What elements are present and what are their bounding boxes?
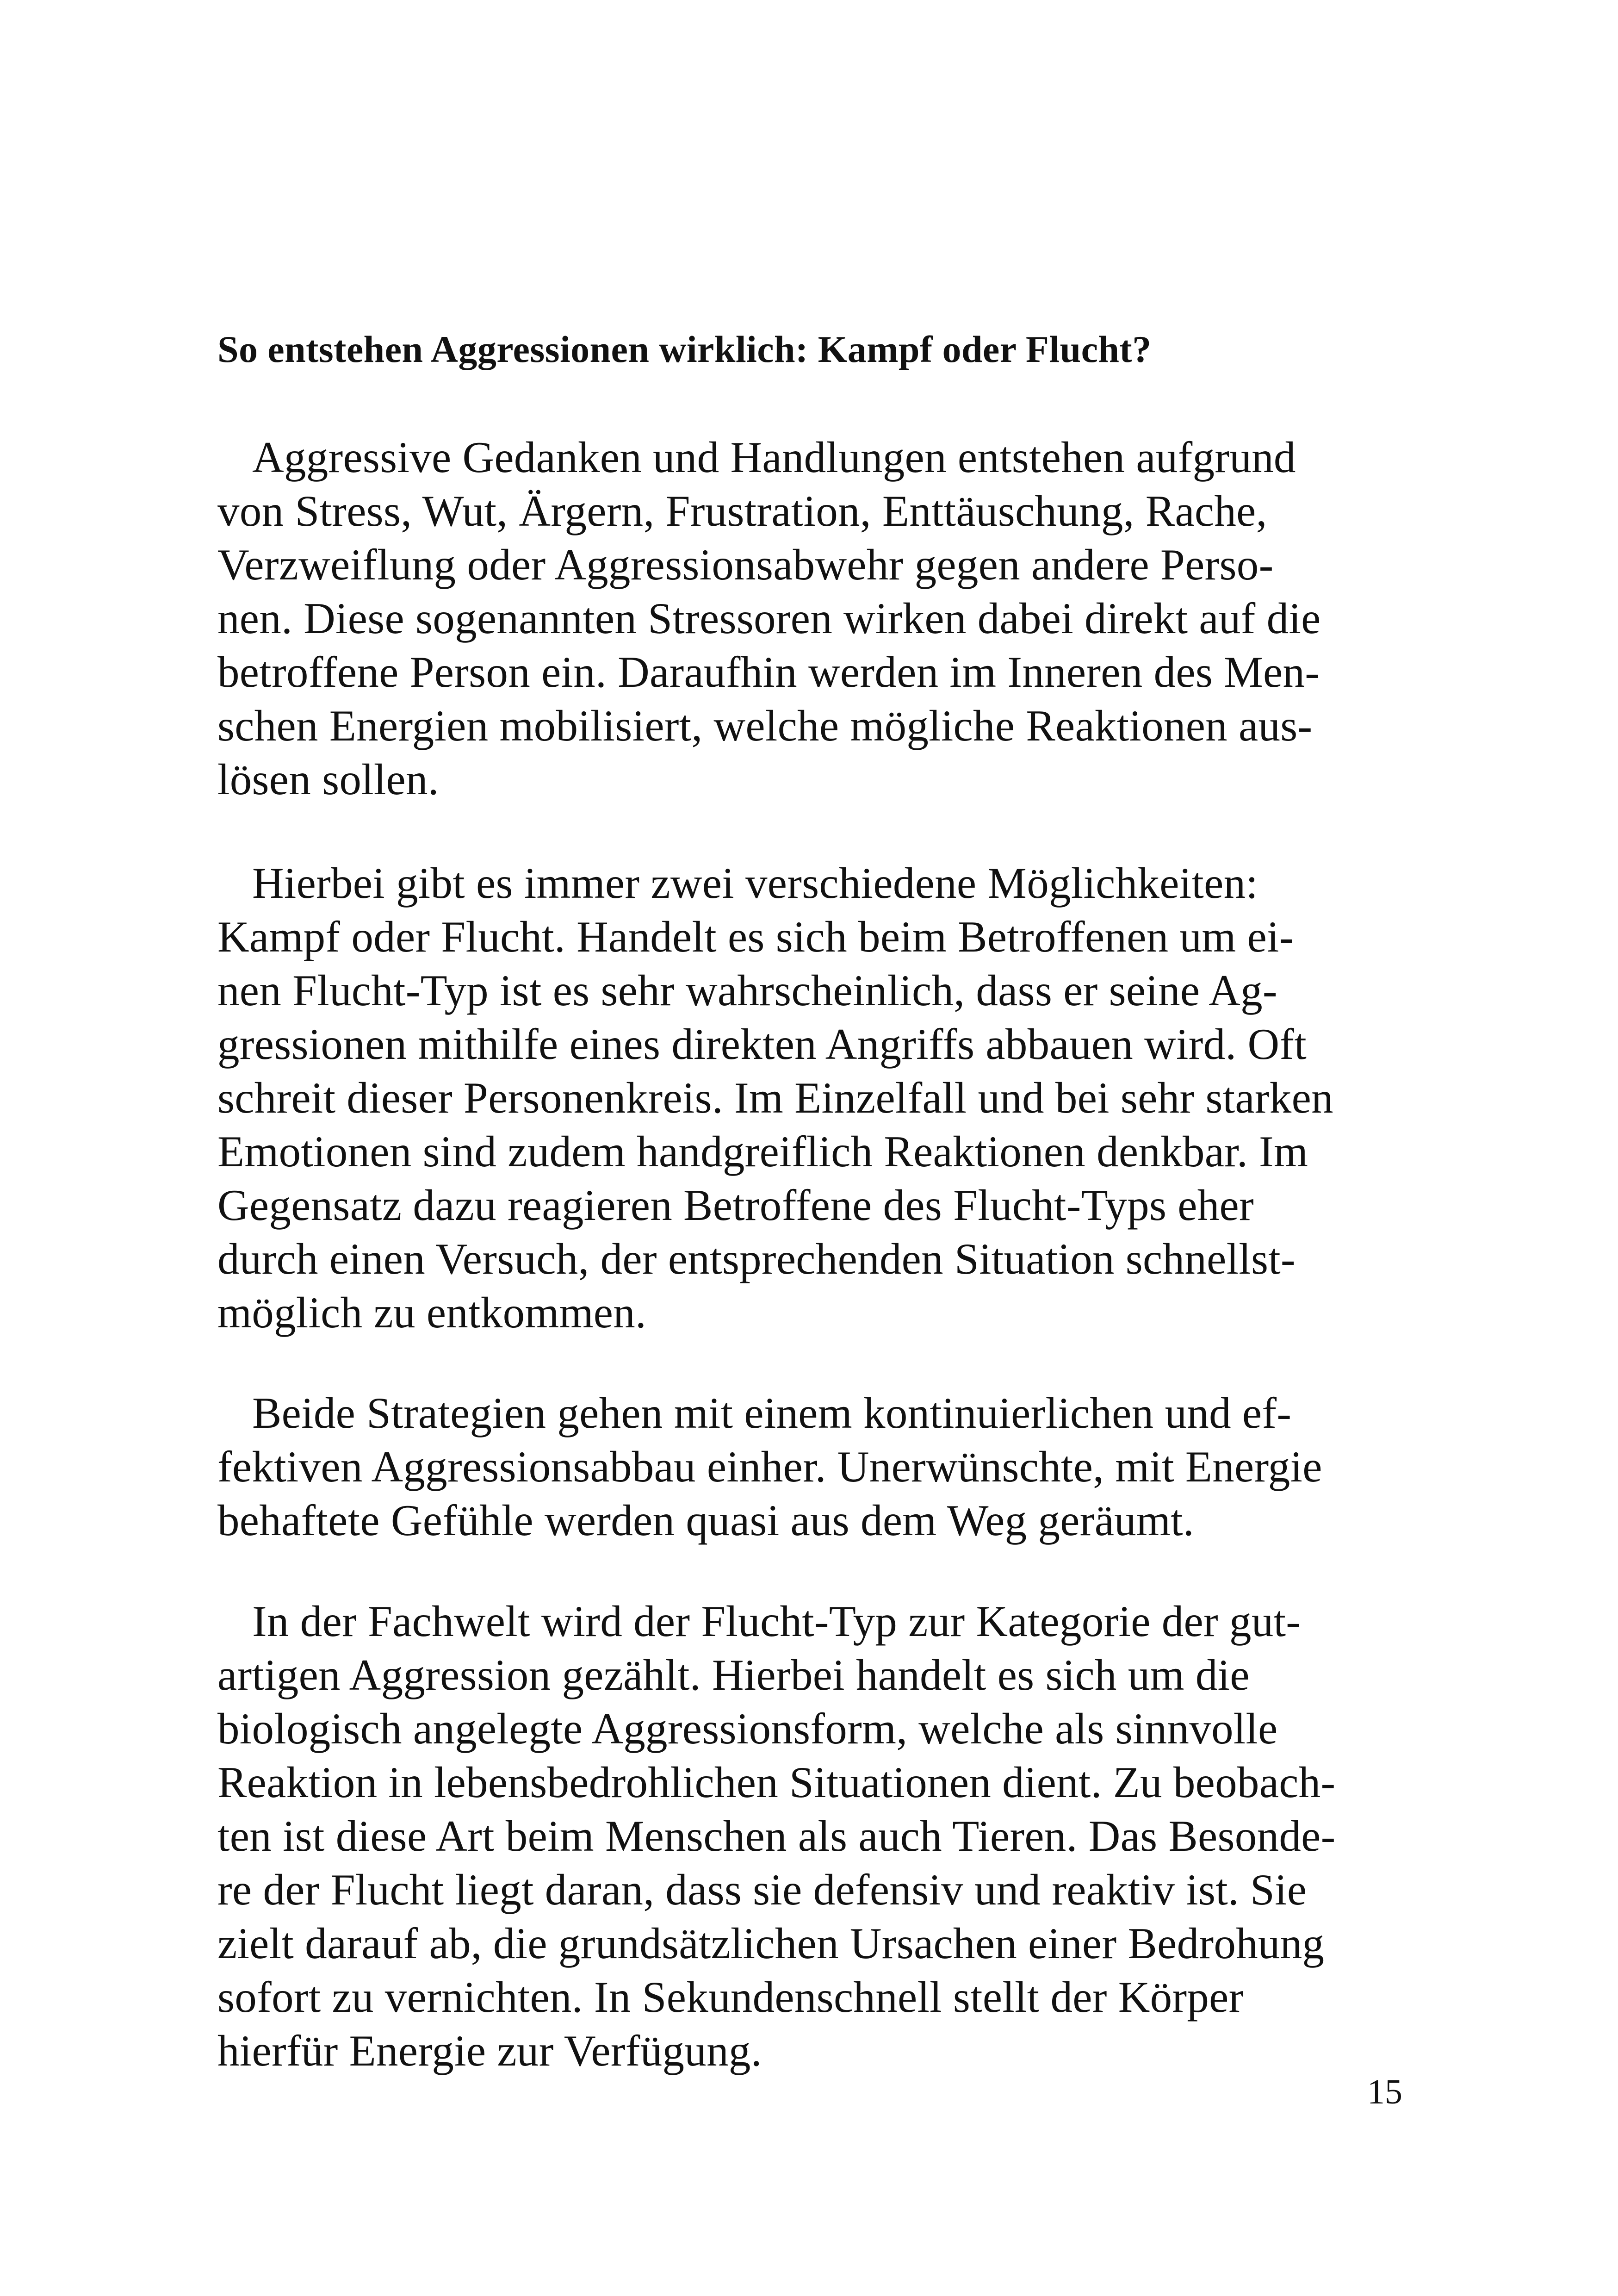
text-line: biologisch angelegte Aggressionsform, welche als sinnvolle <box>217 1704 1278 1753</box>
text-line: schen Energien mobilisiert, welche mögliche Reaktionen aus- <box>217 701 1313 750</box>
text-line: Kampf oder Flucht. Handelt es sich beim Betroffenen um ei- <box>217 912 1294 961</box>
text-line: artigen Aggression gezählt. Hierbei handelt es sich um die <box>217 1650 1250 1699</box>
text-line: zielt darauf ab, die grundsätzlichen Ursachen einer Bedrohung <box>217 1919 1325 1968</box>
text-line: ten ist diese Art beim Menschen als auch Tieren. Das Besonde- <box>217 1811 1336 1860</box>
text-line: Reaktion in lebensbedrohlichen Situationen dient. Zu beobach- <box>217 1758 1336 1807</box>
page-number: 15 <box>1367 2072 1402 2111</box>
chapter-heading: So entstehen Aggressionen wirklich: Kampf oder Flucht? <box>217 328 1152 370</box>
text-line: Beide Strategien gehen mit einem kontinuierlichen und ef- <box>252 1388 1292 1437</box>
text-line: fektiven Aggressionsabbau einher. Unerwünschte, mit Energie <box>217 1442 1322 1491</box>
text-line: Verzweiflung oder Aggressionsabwehr gegen andere Perso- <box>217 540 1274 589</box>
text-line: nen Flucht-Typ ist es sehr wahrscheinlich, dass er seine Ag- <box>217 966 1277 1015</box>
text-line: Hierbei gibt es immer zwei verschiedene Möglichkeiten: <box>252 859 1258 908</box>
text-line: von Stress, Wut, Ärgern, Frustration, Enttäuschung, Rache, <box>217 486 1267 535</box>
text-line: gressionen mithilfe eines direkten Angriffs abbauen wird. Oft <box>217 1020 1307 1069</box>
text-line: möglich zu entkommen. <box>217 1288 647 1337</box>
text-line: durch einen Versuch, der entsprechenden Situation schnellst- <box>217 1234 1296 1283</box>
text-line: schreit dieser Personenkreis. Im Einzelfall und bei sehr starken <box>217 1073 1333 1122</box>
text-line: hierfür Energie zur Verfügung. <box>217 2026 762 2075</box>
paragraph-4 <box>217 1594 1439 2078</box>
paragraph-3 <box>217 1386 1439 1547</box>
text-line: lösen sollen. <box>217 755 439 804</box>
text-line: re der Flucht liegt daran, dass sie defensiv und reaktiv ist. Sie <box>217 1865 1307 1914</box>
text-line: sofort zu vernichten. In Sekundenschnell stellt der Körper <box>217 1972 1244 2022</box>
text-line: Gegensatz dazu reagieren Betroffene des Flucht-Typs eher <box>217 1181 1254 1230</box>
text-line: nen. Diese sogenannten Stressoren wirken dabei direkt auf die <box>217 594 1321 643</box>
paragraph-1 <box>217 430 1439 806</box>
text-line: betroffene Person ein. Daraufhin werden im Inneren des Men- <box>217 647 1320 697</box>
text-line: Aggressive Gedanken und Handlungen entstehen aufgrund <box>252 433 1296 482</box>
paragraph-2 <box>217 856 1439 1339</box>
text-line: behaftete Gefühle werden quasi aus dem Weg geräumt. <box>217 1496 1194 1545</box>
text-line: Emotionen sind zudem handgreiflich Reaktionen denkbar. Im <box>217 1127 1308 1176</box>
text-line: In der Fachwelt wird der Flucht-Typ zur Kategorie der gut- <box>252 1597 1301 1646</box>
